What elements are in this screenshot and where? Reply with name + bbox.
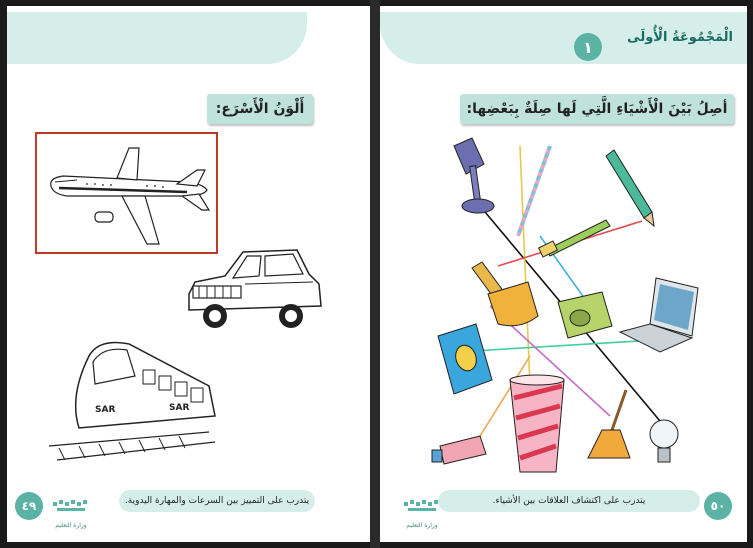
sharpener-icon[interactable] — [558, 292, 612, 338]
bulb-icon[interactable] — [650, 420, 678, 462]
ministry-logo-icon — [43, 498, 99, 520]
toothbrush-icon[interactable] — [539, 220, 610, 257]
cup-icon[interactable] — [510, 375, 564, 472]
left-page — [7, 6, 370, 542]
group-number: ١ — [574, 33, 602, 61]
train-label-front: SAR — [95, 405, 116, 415]
right-page-number: ٥٠ — [704, 492, 732, 520]
broom-icon[interactable] — [588, 390, 630, 458]
ministry-logo-icon — [394, 498, 450, 520]
ministry-logo-text: وزارة التعليم — [55, 522, 87, 529]
left-footer: يتدرب على التمييز بين السرعات والمهارة اليدوية. — [119, 490, 315, 512]
mouse-icon[interactable] — [438, 324, 492, 394]
airplane-frame[interactable] — [35, 132, 218, 254]
car-icon[interactable] — [185, 244, 325, 334]
pencil-icon[interactable] — [606, 150, 654, 226]
train-icon[interactable] — [39, 336, 219, 476]
line-mouse-laptop — [472, 341, 640, 351]
left-header-band — [7, 12, 307, 64]
lamp-icon[interactable] — [454, 138, 494, 213]
right-page — [380, 6, 747, 542]
ministry-logo-text: وزارة التعليم — [406, 522, 438, 529]
right-footer: يتدرب على اكتشاف العلاقات بين الأشياء. — [438, 490, 700, 512]
group-title: الْمَجْمُوعَةُ الْأُولَى — [627, 30, 733, 45]
matching-area[interactable] — [380, 6, 747, 542]
dustpan-icon[interactable] — [472, 262, 538, 326]
airplane-icon — [37, 134, 220, 256]
right-heading: أصِلُ بَيْنَ الْأَشْيَاءِ الَّتِي لَها صِلَةٌ بِبَعْضِها: — [460, 94, 734, 124]
left-heading: أَلْوَنُ الْأَسْرَع: — [207, 94, 313, 124]
ministry-logo-right — [394, 498, 450, 532]
train-label-side: SAR — [169, 403, 190, 413]
toothpaste-icon[interactable] — [432, 436, 486, 464]
ministry-logo-left — [43, 498, 99, 532]
line-stick-cup — [520, 146, 530, 386]
stick-icon[interactable] — [518, 146, 550, 236]
book-spine — [370, 0, 380, 548]
left-page-number: ٤٩ — [15, 492, 43, 520]
